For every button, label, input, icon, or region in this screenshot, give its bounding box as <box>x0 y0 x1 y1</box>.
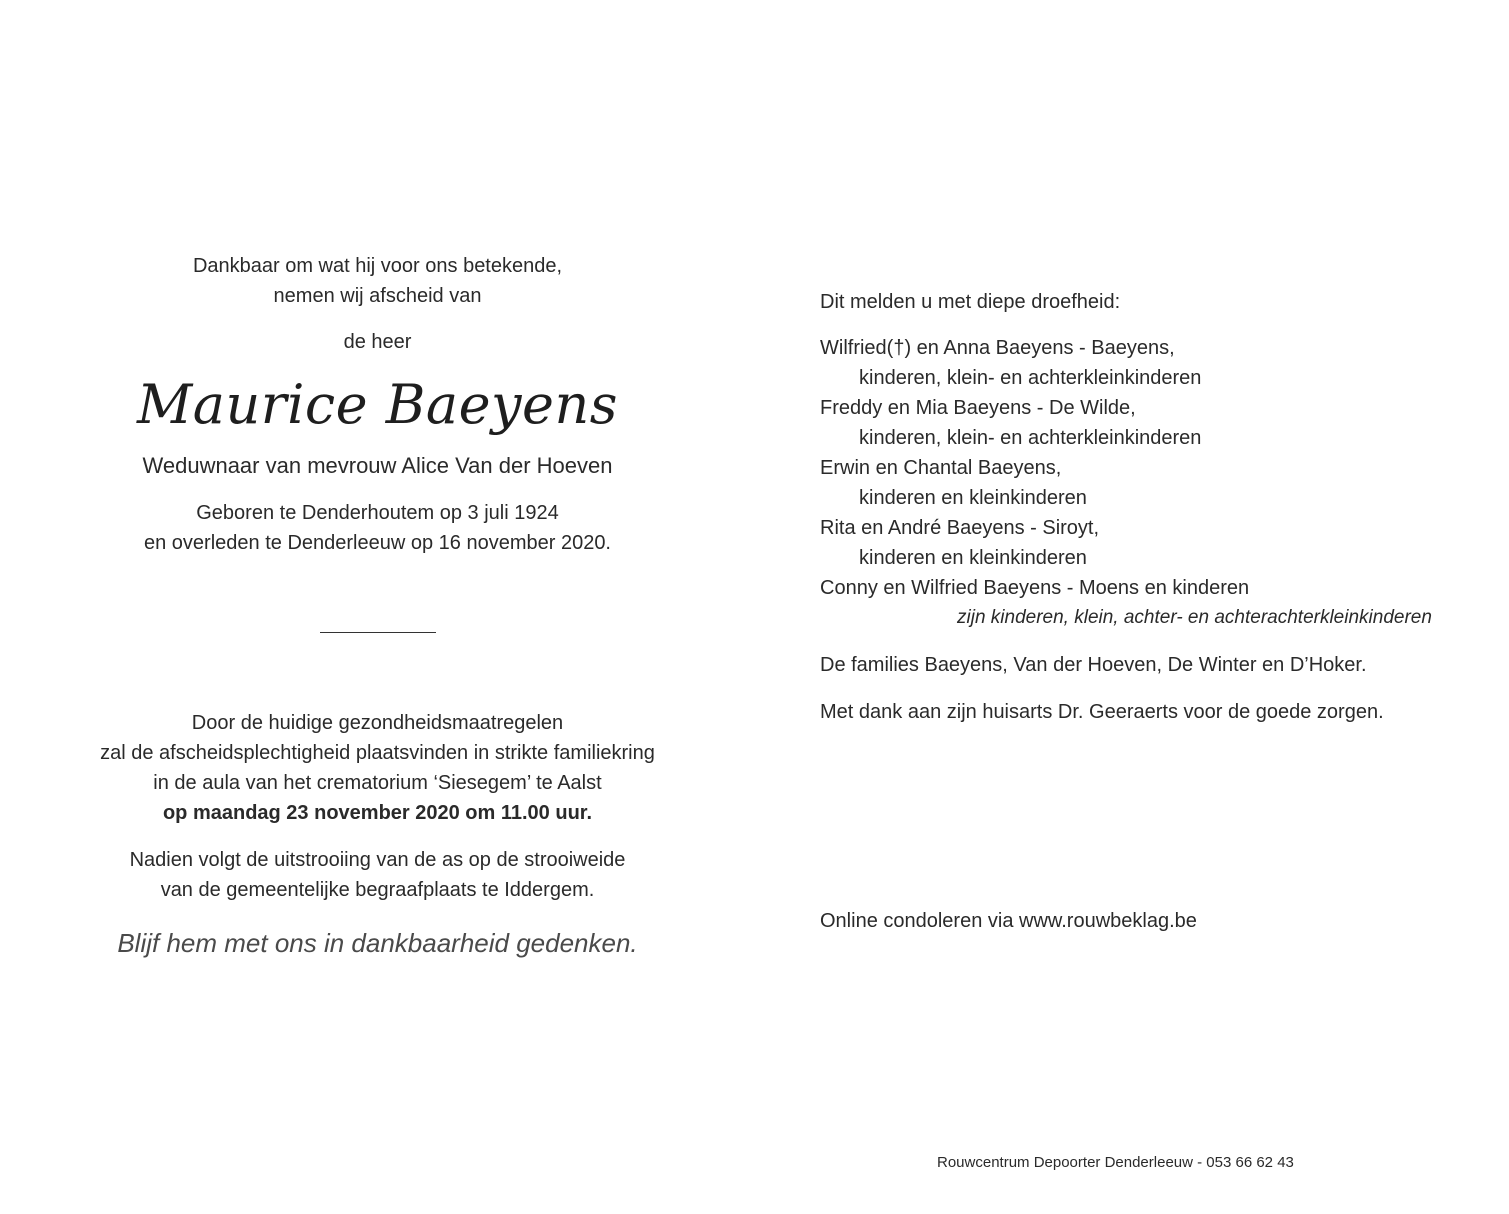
family-descendants-line: kinderen, klein- en achterkleinkinderen <box>859 367 1202 389</box>
intro-line: nemen wij afscheid van <box>273 285 482 307</box>
ceremony-info <box>60 708 695 828</box>
family-member-line: Freddy en Mia Baeyens - De Wilde, <box>820 397 1136 419</box>
birth-line: Geboren te Denderhoutem op 3 juli 1924 <box>196 502 559 524</box>
intro-text <box>60 251 695 311</box>
family-list <box>820 333 1470 603</box>
scattering-line: van de gemeentelijke begraafplaats te Iddergem. <box>160 879 595 901</box>
thanks-line: Met dank aan zijn huisarts Dr. Geeraerts voor de goede zorgen. <box>820 701 1384 723</box>
funeral-home-footer: Rouwcentrum Depoorter Denderleeuw - 053 66 62 43 <box>937 1154 1294 1171</box>
ceremony-line: in de aula van het crematorium ‘Siesegem’ te Aalst <box>153 772 602 794</box>
ceremony-date: op maandag 23 november 2020 om 11.00 uur. <box>162 802 593 824</box>
family-descendants-line: kinderen en kleinkinderen <box>859 547 1087 569</box>
scattering-info <box>60 845 695 905</box>
ceremony-line: Door de huidige gezondheidsmaatregelen <box>191 712 564 734</box>
family-member-line: Wilfried(†) en Anna Baeyens - Baeyens, <box>820 337 1175 359</box>
extended-families: De families Baeyens, Van der Hoeven, De Winter en D’Hoker. <box>820 654 1367 676</box>
closing-quote: Blijf hem met ons in dankbaarheid gedenken. <box>117 928 638 958</box>
ceremony-line: zal de afscheidsplechtigheid plaatsvinden in strikte familiekring <box>100 742 655 764</box>
family-member-line: Conny en Wilfried Baeyens - Moens en kinderen <box>820 577 1250 599</box>
honorific: de heer <box>343 331 412 353</box>
online-condolence: Online condoleren via www.rouwbeklag.be <box>820 910 1197 932</box>
family-member-line: Rita en André Baeyens - Siroyt, <box>820 517 1100 539</box>
relation-line: zijn kinderen, klein, achter- en achterachterkleinkinderen <box>957 607 1432 628</box>
death-line: en overleden te Denderleeuw op 16 november 2020. <box>144 532 611 554</box>
intro-line: Dankbaar om wat hij voor ons betekende, <box>192 255 563 277</box>
scattering-line: Nadien volgt de uitstrooiing van de as op de strooiweide <box>129 849 626 871</box>
announcement: Dit melden u met diepe droefheid: <box>820 291 1121 313</box>
family-descendants-line: kinderen, klein- en achterkleinkinderen <box>859 427 1202 449</box>
family-member-line: Erwin en Chantal Baeyens, <box>820 457 1062 479</box>
life-dates <box>60 498 695 558</box>
family-descendants-line: kinderen en kleinkinderen <box>859 487 1087 509</box>
deceased-name: Maurice Baeyens <box>136 373 618 436</box>
divider-line <box>320 632 436 633</box>
spouse-line: Weduwnaar van mevrouw Alice Van der Hoeven <box>142 453 613 478</box>
